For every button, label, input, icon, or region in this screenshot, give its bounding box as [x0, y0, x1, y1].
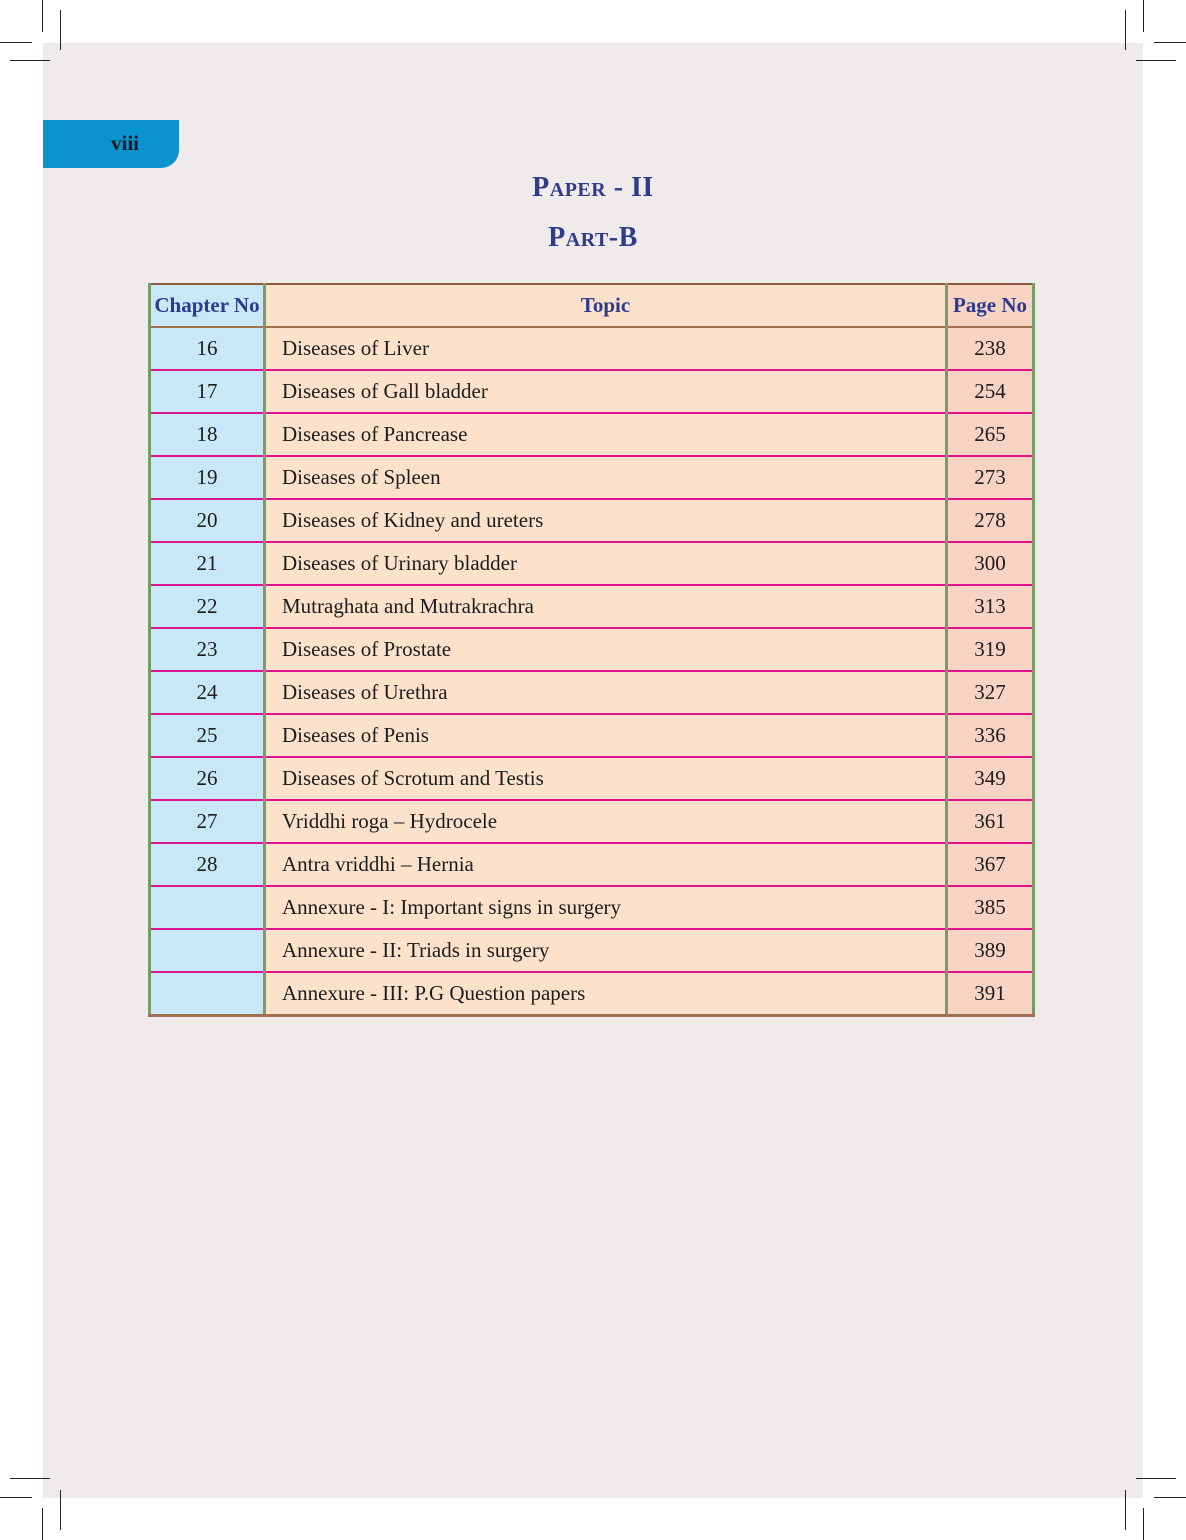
page-number-cell: 319 [947, 628, 1034, 671]
header-page-no: Page No [947, 284, 1034, 327]
page-number-cell: 367 [947, 843, 1034, 886]
topic-cell: Diseases of Urethra [265, 671, 947, 714]
crop-mark [60, 10, 61, 50]
page-number-cell: 349 [947, 757, 1034, 800]
crop-mark [1136, 1478, 1176, 1479]
chapter-number-cell [150, 972, 265, 1016]
chapter-number-cell: 17 [150, 370, 265, 413]
table-row [150, 585, 1034, 628]
page-number-cell: 265 [947, 413, 1034, 456]
topic-cell: Diseases of Pancrease [265, 413, 947, 456]
chapter-number-cell: 18 [150, 413, 265, 456]
page-number-cell: 313 [947, 585, 1034, 628]
table-row [150, 327, 1034, 370]
crop-mark [1125, 10, 1126, 50]
page-number-cell: 389 [947, 929, 1034, 972]
header-topic: Topic [265, 284, 947, 327]
chapter-number-cell [150, 886, 265, 929]
table-row [150, 413, 1034, 456]
crop-mark [1154, 1497, 1186, 1498]
page-number-cell: 238 [947, 327, 1034, 370]
crop-mark [1143, 0, 1144, 32]
contents-table [148, 283, 1035, 1017]
part-heading: Part-B [548, 222, 638, 253]
chapter-number-cell: 20 [150, 499, 265, 542]
table-row [150, 628, 1034, 671]
table-row [150, 671, 1034, 714]
topic-cell: Vriddhi roga – Hydrocele [265, 800, 947, 843]
crop-mark [1143, 1508, 1144, 1540]
table-row [150, 929, 1034, 972]
page-number-cell: 391 [947, 972, 1034, 1016]
table-row [150, 370, 1034, 413]
table-row [150, 886, 1034, 929]
chapter-number-cell: 22 [150, 585, 265, 628]
chapter-number-cell: 27 [150, 800, 265, 843]
paper-heading: Paper - II [532, 172, 654, 203]
page-number: viii [110, 131, 139, 155]
crop-mark [1125, 1490, 1126, 1530]
chapter-number-cell [150, 929, 265, 972]
chapter-number-cell: 21 [150, 542, 265, 585]
topic-cell: Diseases of Spleen [265, 456, 947, 499]
crop-mark [10, 60, 50, 61]
chapter-number-cell: 23 [150, 628, 265, 671]
topic-cell: Mutraghata and Mutrakrachra [265, 585, 947, 628]
crop-mark [0, 42, 32, 43]
chapter-number-cell: 16 [150, 327, 265, 370]
table-row [150, 499, 1034, 542]
table-row [150, 800, 1034, 843]
page-number-cell: 278 [947, 499, 1034, 542]
crop-mark [1154, 42, 1186, 43]
topic-cell: Annexure - I: Important signs in surgery [265, 886, 947, 929]
chapter-number-cell: 24 [150, 671, 265, 714]
topic-cell: Diseases of Liver [265, 327, 947, 370]
topic-cell: Diseases of Kidney and ureters [265, 499, 947, 542]
topic-cell: Diseases of Prostate [265, 628, 947, 671]
page-number-cell: 361 [947, 800, 1034, 843]
page-number-cell: 273 [947, 456, 1034, 499]
table-row [150, 972, 1034, 1016]
table-row [150, 714, 1034, 757]
crop-mark [1136, 60, 1176, 61]
table-row [150, 542, 1034, 585]
table-row [150, 456, 1034, 499]
topic-cell: Annexure - III: P.G Question papers [265, 972, 947, 1016]
topic-cell: Diseases of Urinary bladder [265, 542, 947, 585]
header-chapter-no: Chapter No [150, 284, 265, 327]
table-header-row [150, 284, 1034, 327]
crop-mark [42, 0, 43, 32]
crop-mark [60, 1490, 61, 1530]
chapter-number-cell: 28 [150, 843, 265, 886]
contents-table-body [150, 327, 1034, 1016]
crop-mark [10, 1478, 50, 1479]
page-number-cell: 336 [947, 714, 1034, 757]
crop-mark [0, 1497, 32, 1498]
table-row [150, 843, 1034, 886]
page-number-cell: 300 [947, 542, 1034, 585]
topic-cell: Annexure - II: Triads in surgery [265, 929, 947, 972]
table-row [150, 757, 1034, 800]
topic-cell: Diseases of Penis [265, 714, 947, 757]
page-number-cell: 254 [947, 370, 1034, 413]
crop-mark [42, 1508, 43, 1540]
chapter-number-cell: 26 [150, 757, 265, 800]
chapter-number-cell: 25 [150, 714, 265, 757]
topic-cell: Antra vriddhi – Hernia [265, 843, 947, 886]
topic-cell: Diseases of Gall bladder [265, 370, 947, 413]
topic-cell: Diseases of Scrotum and Testis [265, 757, 947, 800]
page-number-cell: 385 [947, 886, 1034, 929]
chapter-number-cell: 19 [150, 456, 265, 499]
page-number-cell: 327 [947, 671, 1034, 714]
page-number-tab [43, 120, 179, 168]
